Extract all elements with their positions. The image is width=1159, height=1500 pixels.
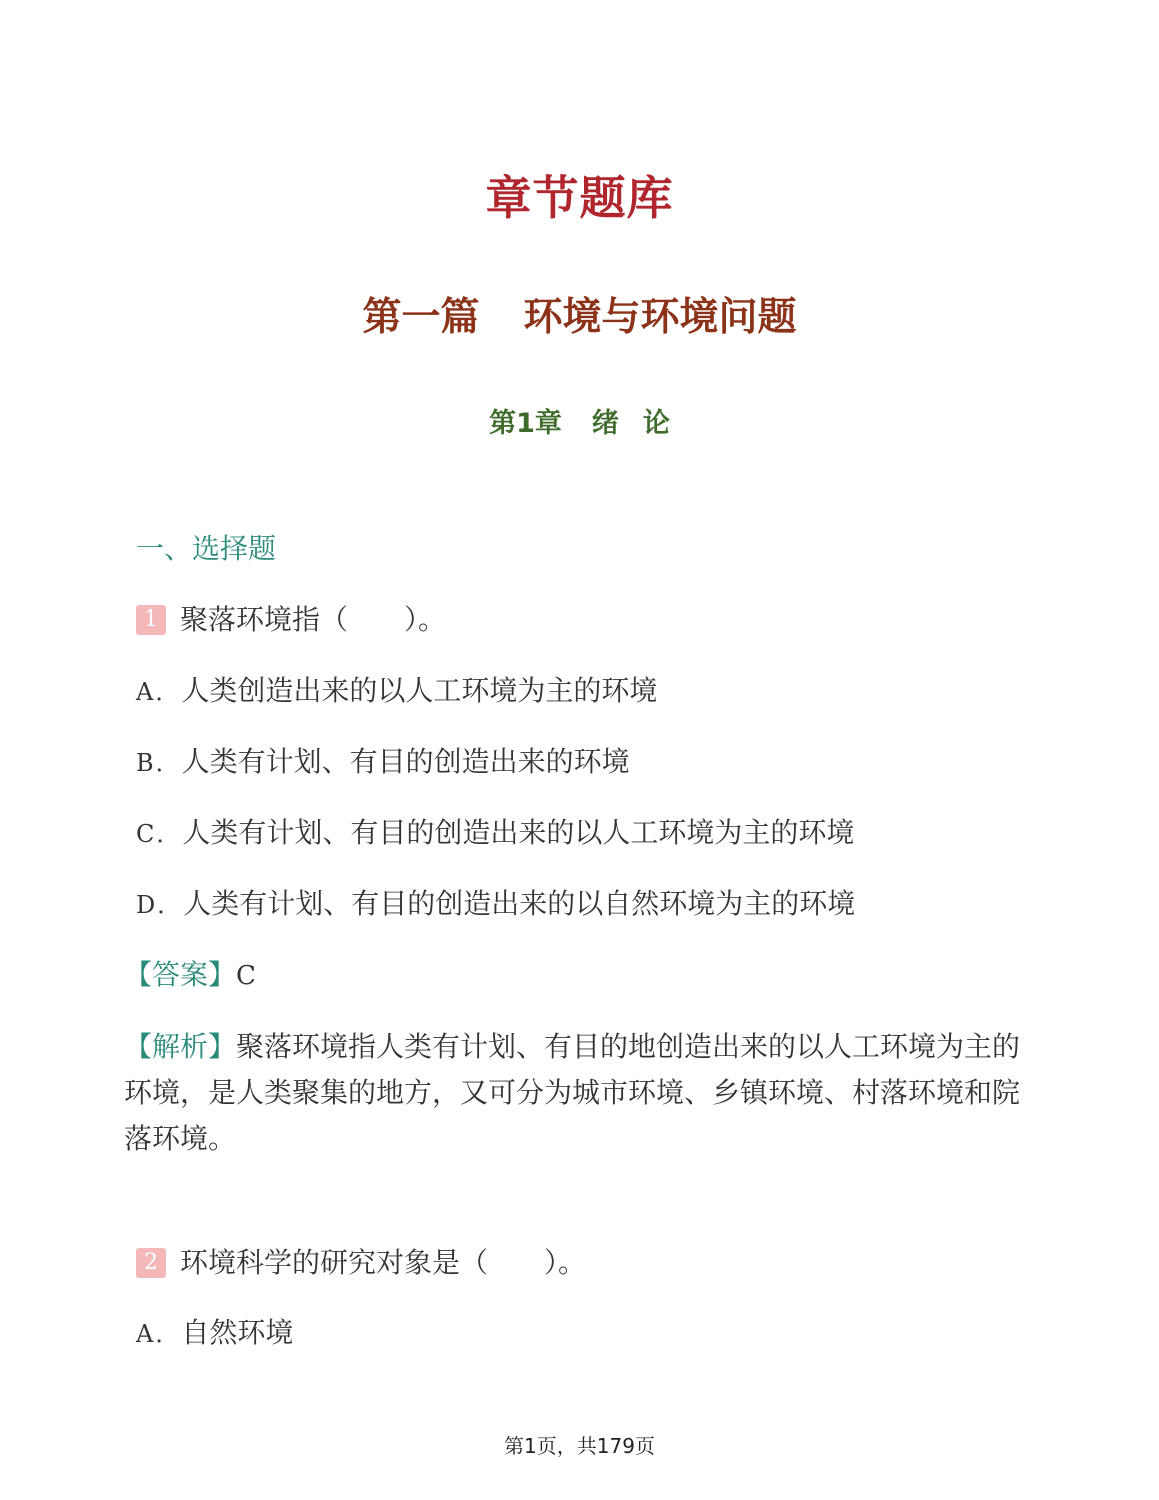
page-footer: 第1页，共179页: [504, 1434, 655, 1458]
chapter-heading: [0, 404, 1159, 444]
option-b: [136, 742, 630, 783]
analysis-label: 【解析】: [124, 1030, 237, 1063]
option-text: 自然环境: [181, 1316, 294, 1349]
page-title: 章节题库: [485, 171, 674, 225]
chapter-name-1: 绪: [591, 408, 619, 439]
analysis-text: 聚落环境指人类有计划、有目的地创造出来的以人工环境为主的环境，是人类聚集的地方，又可分为城市环境、乡镇环境、村落环境和院落环境。: [124, 1030, 1021, 1155]
question-number-badge: 2: [136, 1248, 166, 1278]
option-a: [136, 1313, 293, 1354]
chapter-label: 第1章: [489, 408, 562, 439]
option-text: 人类有计划、有目的创造出来的以自然环境为主的环境: [183, 887, 856, 920]
answer-label: 【答案】: [124, 958, 237, 991]
option-text: 人类有计划、有目的创造出来的环境: [181, 745, 630, 778]
question-number-badge: 1: [136, 605, 166, 635]
question-1: [136, 600, 446, 640]
part-label: 第一篇: [362, 295, 480, 340]
section-heading: 一、选择题: [136, 532, 277, 565]
option-letter: D．: [136, 891, 184, 919]
option-d: [136, 884, 855, 925]
analysis-paragraph: [124, 1024, 1026, 1162]
option-text: 人类有计划、有目的创造出来的以人工环境为主的环境: [182, 816, 855, 849]
answer-line: [124, 955, 256, 996]
option-letter: B．: [136, 749, 182, 777]
chapter-name-2: 论: [642, 408, 670, 439]
question-2: [136, 1243, 586, 1283]
part-heading: [0, 292, 1159, 344]
option-text: 人类创造出来的以人工环境为主的环境: [181, 674, 658, 707]
option-c: [136, 813, 854, 854]
question-stem: 环境科学的研究对象是（ ）。: [180, 1246, 587, 1279]
part-name: 环境与环境问题: [523, 295, 797, 340]
answer-value: C: [236, 961, 256, 991]
question-stem: 聚落环境指（ ）。: [180, 603, 447, 636]
option-letter: A．: [136, 1320, 182, 1348]
option-letter: C．: [136, 820, 183, 848]
option-letter: A．: [136, 678, 182, 706]
option-a: [136, 671, 657, 712]
